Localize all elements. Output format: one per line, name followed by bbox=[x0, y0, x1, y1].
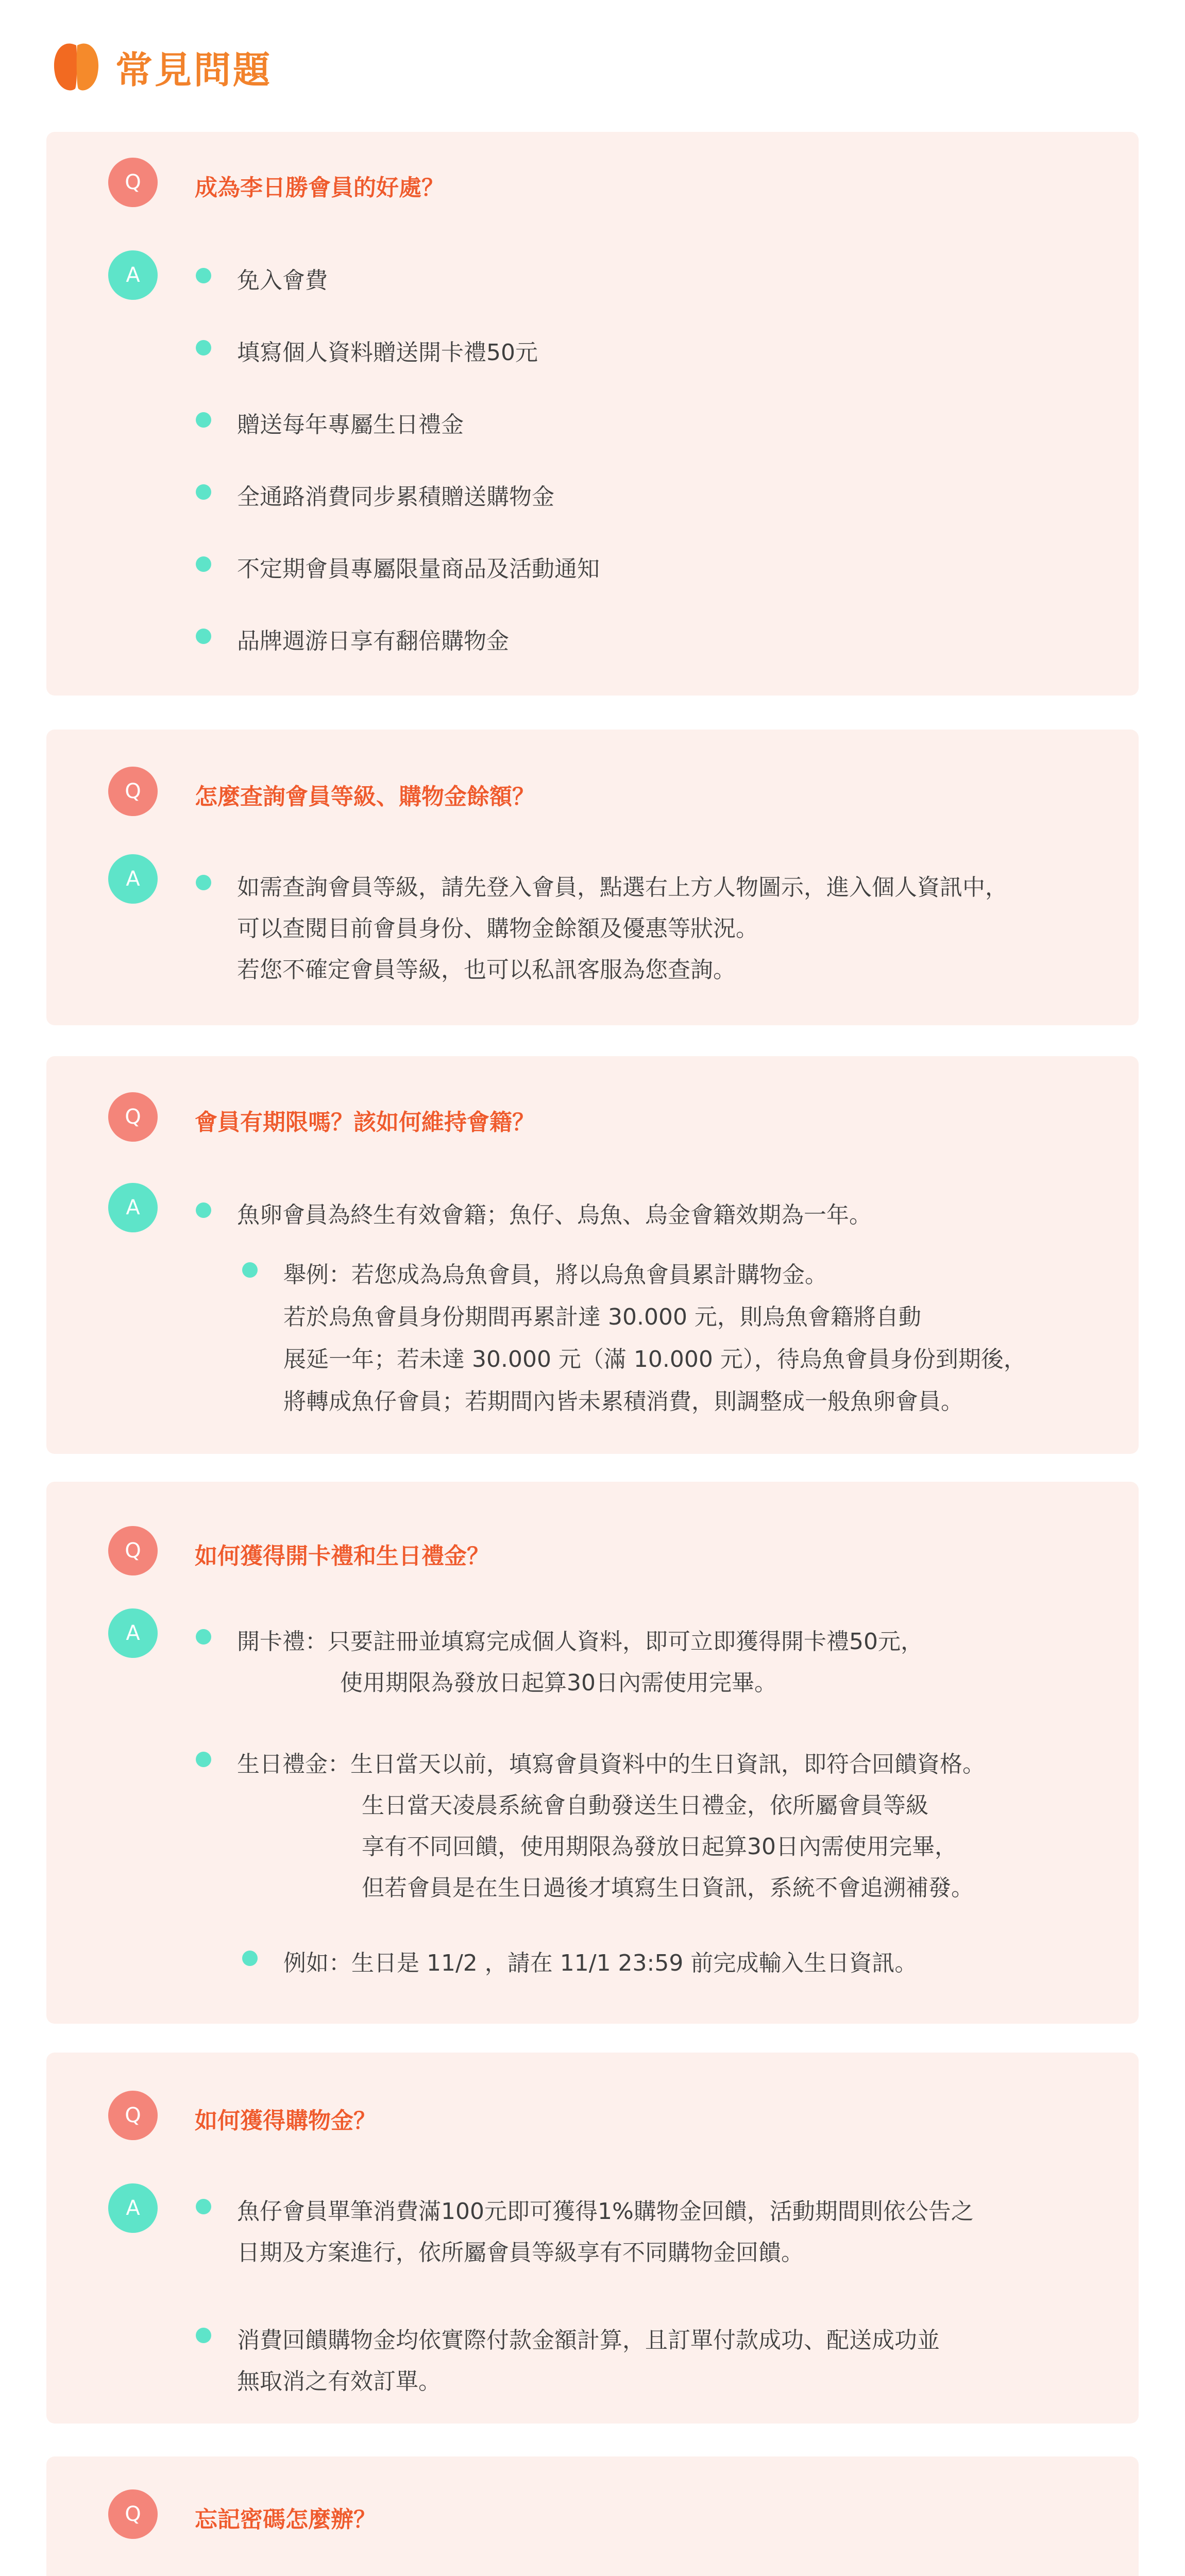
bullet-dot bbox=[196, 2328, 211, 2343]
birthday-line: 但若會員是在生日過後才填寫生日資訊，系統不會追溯補發。 bbox=[362, 1875, 974, 1901]
answer-badge: A bbox=[108, 1183, 158, 1232]
question-text: 會員有期限嗎？該如何維持會籍？ bbox=[195, 1109, 535, 1136]
bullet-dot bbox=[196, 875, 211, 890]
example-line: 舉例：若您成為烏魚會員，將以烏魚會員累計購物金。 bbox=[283, 1262, 827, 1288]
answer-line: 消費回饋購物金均依實際付款金額計算，且訂單付款成功、配送成功並 bbox=[237, 2327, 940, 2353]
page-header bbox=[52, 36, 272, 98]
answer-line: 無取消之有效訂單。 bbox=[237, 2368, 441, 2395]
faq-card-query-level bbox=[46, 730, 1139, 1025]
example-line: 若於烏魚會員身份期間再累計達 30.000 元，則烏魚會籍將自動 bbox=[283, 1304, 921, 1330]
faq-card-membership-term bbox=[46, 1056, 1139, 1454]
question-badge: Q bbox=[108, 2489, 158, 2539]
benefit-item: 全通路消費同步累積贈送購物金 bbox=[237, 484, 554, 510]
faq-card-forgot-password bbox=[46, 2456, 1139, 2576]
bullet-dot bbox=[196, 1629, 211, 1645]
bullet-dot bbox=[196, 629, 211, 644]
example-line: 將轉成魚仔會員；若期間內皆未累積消費，則調整成一般魚卵會員。 bbox=[283, 1388, 963, 1415]
answer-line: 如需查詢會員等級，請先登入會員，點選右上方人物圖示，進入個人資訊中， bbox=[237, 874, 1008, 901]
answer-line: 日期及方案進行，依所屬會員等級享有不同購物金回饋。 bbox=[237, 2240, 804, 2266]
birthday-line: 生日禮金：生日當天以前，填寫會員資料中的生日資訊，即符合回饋資格。 bbox=[237, 1751, 985, 1777]
answer-badge: A bbox=[108, 2183, 158, 2233]
bullet-dot bbox=[196, 412, 211, 428]
answer-badge: A bbox=[108, 1608, 158, 1658]
faq-card-benefits bbox=[46, 132, 1139, 696]
answer-line: 魚卵會員為終生有效會籍；魚仔、烏魚、烏金會籍效期為一年。 bbox=[237, 1202, 872, 1228]
answer-line: 若您不確定會員等級，也可以私訊客服為您查詢。 bbox=[237, 957, 736, 983]
faq-card-gifts bbox=[46, 1482, 1139, 2024]
question-badge: Q bbox=[108, 767, 158, 816]
question-text: 怎麼查詢會員等級、購物金餘額？ bbox=[195, 784, 535, 810]
question-badge: Q bbox=[108, 2091, 158, 2140]
gift-line: 開卡禮：只要註冊並填寫完成個人資料，即可立即獲得開卡禮50元， bbox=[237, 1629, 923, 1655]
bullet-dot bbox=[196, 2199, 211, 2214]
bullet-dot bbox=[242, 1262, 258, 1278]
birthday-line: 生日當天凌晨系統會自動發送生日禮金，依所屬會員等級 bbox=[362, 1792, 928, 1819]
question-badge: Q bbox=[108, 1526, 158, 1575]
bullet-dot bbox=[196, 484, 211, 500]
benefit-item: 不定期會員專屬限量商品及活動通知 bbox=[237, 556, 600, 582]
example-line: 例如：生日是 11/2 ，請在 11/1 23:59 前完成輸入生日資訊。 bbox=[283, 1950, 918, 1976]
roe-logo-icon bbox=[52, 38, 101, 96]
birthday-line: 享有不同回饋，使用期限為發放日起算30日內需使用完畢， bbox=[362, 1834, 957, 1860]
question-text: 如何獲得開卡禮和生日禮金？ bbox=[195, 1543, 489, 1569]
question-badge: Q bbox=[108, 158, 158, 207]
bullet-dot bbox=[196, 1202, 211, 1218]
bullet-dot bbox=[196, 340, 211, 355]
question-text: 成為李日勝會員的好處？ bbox=[195, 175, 444, 201]
question-text: 如何獲得購物金？ bbox=[195, 2108, 376, 2134]
bullet-dot bbox=[196, 1752, 211, 1767]
gift-line: 使用期限為發放日起算30日內需使用完畢。 bbox=[340, 1670, 777, 1696]
bullet-dot bbox=[242, 1951, 258, 1966]
answer-badge: A bbox=[108, 854, 158, 904]
benefit-item: 免入會費 bbox=[237, 267, 328, 294]
answer-badge: A bbox=[108, 250, 158, 300]
benefit-item: 填寫個人資料贈送開卡禮50元 bbox=[237, 340, 538, 366]
benefit-item: 贈送每年專屬生日禮金 bbox=[237, 412, 464, 438]
bullet-dot bbox=[196, 268, 211, 283]
question-text: 忘記密碼怎麼辦？ bbox=[195, 2506, 376, 2533]
example-line: 展延一年；若未達 30.000 元（滿 10.000 元），待烏魚會員身份到期後， bbox=[283, 1346, 1026, 1372]
page-title: 常見問題 bbox=[115, 48, 273, 92]
faq-card-shopping-credit bbox=[46, 2053, 1139, 2424]
bullet-dot bbox=[196, 556, 211, 572]
answer-line: 可以查閱目前會員身份、購物金餘額及優惠等狀況。 bbox=[237, 916, 758, 942]
question-badge: Q bbox=[108, 1092, 158, 1142]
benefit-item: 品牌週游日享有翻倍購物金 bbox=[237, 628, 509, 654]
answer-line: 魚仔會員單筆消費滿100元即可獲得1%購物金回饋，活動期間則依公告之 bbox=[237, 2198, 974, 2225]
